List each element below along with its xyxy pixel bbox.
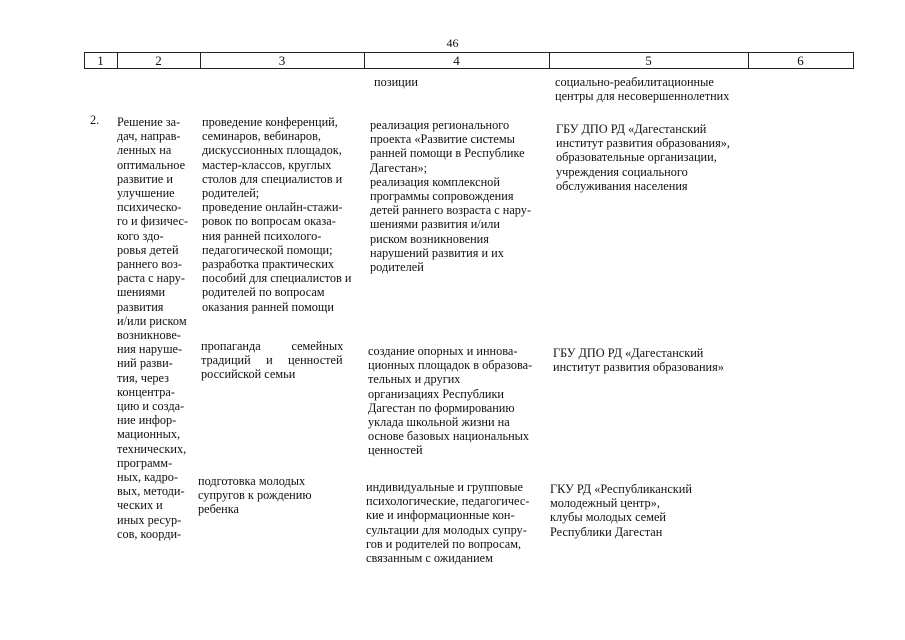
executor-text: ГКУ РД «Республиканский молодежный центр», клубы молодых семей Республики Дагестан	[550, 482, 692, 539]
column-number-4: 4	[453, 53, 460, 68]
executor-text: ГБУ ДПО РД «Дагестанский институт развития образования»	[553, 346, 724, 375]
page-number: 46	[446, 36, 459, 50]
executor-text: ГБУ ДПО РД «Дагестанский институт развития образования», образовательные организации, учреждения социального обслуживания населения	[556, 122, 731, 193]
column-number-2: 2	[155, 53, 162, 68]
mechanism-text: индивидуальные и групповые психологические, педагогичес- кие и информационные кон- сультации для молодых супру- гов и родителей по вопросам, связанным с ожиданием	[366, 480, 530, 566]
measure-text: проведение конференций, семинаров, вебинаров, дискуссионных площадок, мастер-классов, круглых столов для специалистов и родителей; проведение онлайн-стажи- ровок по вопросам оказа- ния ранней психолого- педагогической помощи; разработка практических пособий для специалистов и родителей по вопросам оказания ранней помощи	[202, 115, 352, 314]
mechanism-text: реализация регионального проекта «Развитие системы ранней помощи в Республике Дагестан»; реализация комплексной программы сопровождения детей раннего возраста с нару- шениями развития и/или риском возникновения нарушений развития и их родителей	[370, 118, 532, 275]
measure-text: подготовка молодых супругов к рождению ребенка	[198, 474, 312, 517]
continuation-col5: социально-реабилитационные центры для несовершеннолетних	[555, 75, 730, 104]
task-description: Решение за- дач, направ- ленных на оптимальное развитие и улучшение психическо- го и физичес- кого здо- ровья детей раннего воз- раста с нару- шениями развития и/или риском возникнове- ния наруше- ний разви- тия, через концентра- цию и созда- ние инфор- мационных, технических, программ- ных, кадро- вых, методи- ческих и иных ресур- сов, коорди-	[117, 115, 189, 541]
column-number-1: 1	[97, 53, 104, 68]
row-number: 2.	[90, 113, 100, 127]
continuation-col4: позиции	[374, 75, 418, 89]
column-number-6: 6	[797, 53, 804, 68]
header-divider	[853, 52, 854, 68]
mechanism-text: создание опорных и иннова- ционных площадок в образова- тельных и других организациях Республики Дагестан по формированию уклада школьной жизни на основе базовых национальных ценностей	[368, 344, 533, 458]
measure-text: пропаганда семейных традиций и ценностей российской семьи	[201, 339, 344, 382]
column-number-3: 3	[278, 53, 286, 68]
column-number-5: 5	[645, 53, 652, 68]
